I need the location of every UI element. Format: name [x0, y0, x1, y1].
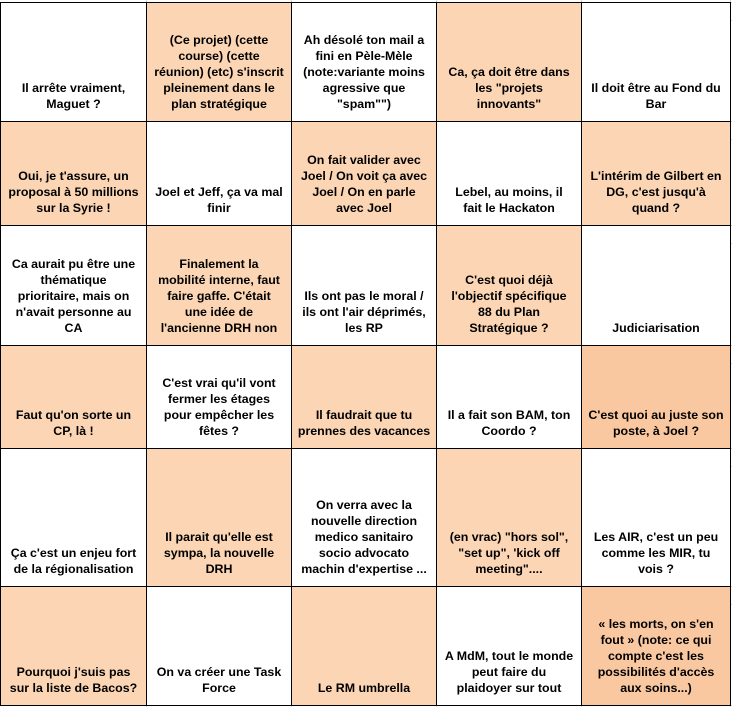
bingo-cell-text: C'est vrai qu'il vont fermer les étages pour empêcher les fêtes ?	[162, 376, 276, 438]
bingo-cell-text: On va créer une Task Force	[156, 665, 282, 695]
bingo-cell-text: On fait valider avec Joel / On voit ça avec Joel / On en parle avec Joel	[300, 153, 428, 215]
bingo-cell[interactable]	[436, 345, 582, 449]
bingo-cell-text: Ça c'est un enjeu fort de la régionalisation	[10, 546, 137, 576]
bingo-cell-text: Ca aurait pu être une thématique prioritaire, mais on n'avait personne au CA	[11, 257, 136, 335]
bingo-cell[interactable]	[146, 345, 292, 449]
bingo-cell-text: C'est quoi au juste son poste, à Joel ?	[588, 408, 724, 438]
bingo-cell-text: Ca, ça doit être dans les "projets innovants"	[448, 65, 570, 111]
bingo-cell-text: Lebel, au moins, il fait le Hackaton	[455, 185, 563, 215]
bingo-cell[interactable]	[436, 586, 582, 706]
bingo-cell-text: Oui, je t'assure, un proposal à 50 millions sur la Syrie !	[8, 169, 139, 215]
bingo-cell[interactable]	[0, 345, 147, 449]
bingo-cell-text: A MdM, tout le monde peut faire du plaidoyer sur tout	[444, 649, 574, 695]
bingo-cell[interactable]	[581, 121, 731, 226]
bingo-cell[interactable]	[0, 2, 147, 122]
bingo-cell-text: Pourquoi j'suis pas sur la liste de Bacos?	[9, 665, 138, 695]
bingo-cell-text: Faut qu'on sorte un CP, là !	[15, 408, 132, 438]
bingo-cell-text: On verra avec la nouvelle direction medico sanitairo socio advocato machin d'expertise ...	[301, 498, 427, 576]
bingo-cell[interactable]	[146, 2, 292, 122]
bingo-cell-text: L'intérim de Gilbert en DG, c'est jusqu'à quand ?	[590, 169, 722, 215]
bingo-cell[interactable]	[0, 225, 147, 346]
bingo-cell-text: C'est quoi déjà l'objectif spécifique 88 du Plan Stratégique ?	[451, 273, 567, 335]
bingo-cell[interactable]	[436, 121, 582, 226]
bingo-cell-text: Ah désolé ton mail a fini en Pèle-Mèle (note:variante moins agressive que "spam"")	[303, 33, 425, 111]
bingo-cell[interactable]	[146, 225, 292, 346]
bingo-cell-text: (Ce projet) (cette course) (cette réunion) (etc) s'inscrit pleinement dans le plan stratégique	[154, 33, 284, 111]
bingo-cell[interactable]	[146, 121, 292, 226]
bingo-cell-text: Les AIR, c'est un peu comme les MIR, tu vois ?	[593, 530, 719, 576]
bingo-cell[interactable]	[436, 448, 582, 587]
bingo-cell[interactable]	[436, 2, 582, 122]
bingo-cell[interactable]	[0, 121, 147, 226]
bingo-cell-text: Il faudrait que tu prennes des vacances	[297, 408, 431, 438]
bingo-cell-text: (en vrac) "hors sol", "set up", 'kick off meeting"....	[449, 530, 569, 576]
bingo-cell[interactable]	[291, 586, 437, 706]
bingo-cell[interactable]	[146, 586, 292, 706]
bingo-cell[interactable]	[0, 448, 147, 587]
bingo-cell[interactable]	[581, 586, 731, 706]
bingo-cell[interactable]	[291, 121, 437, 226]
bingo-cell-text: Il parait qu'elle est sympa, la nouvelle DRH	[163, 530, 275, 576]
bingo-cell[interactable]	[581, 225, 731, 346]
bingo-cell-text: « les morts, on s'en fout » (note: ce qui compte c'est les possibilités d'accès aux soins...)	[597, 617, 715, 695]
bingo-cell[interactable]	[581, 2, 731, 122]
bingo-cell-text: Il a fait son BAM, ton Coordo ?	[447, 408, 571, 438]
bingo-cell-text: Judiciarisation	[612, 321, 700, 335]
bingo-cell[interactable]	[291, 345, 437, 449]
bingo-cell[interactable]	[291, 225, 437, 346]
bingo-cell-text: Le RM umbrella	[317, 681, 411, 695]
bingo-cell-text: Il doit être au Fond du Bar	[591, 81, 721, 111]
bingo-cell-text: Joel et Jeff, ça va mal finir	[155, 185, 283, 215]
bingo-cell[interactable]	[581, 448, 731, 587]
bingo-cell-text: Il arrête vraiment, Maguet ?	[21, 81, 126, 111]
bingo-cell-text: Ils ont pas le moral / ils ont l'air déprimés, les RP	[302, 289, 426, 335]
bingo-cell-text: Finalement la mobilité interne, faut faire gaffe. C'était une idée de l'ancienne DRH non	[158, 257, 280, 335]
bingo-cell[interactable]	[581, 345, 731, 449]
bingo-cell[interactable]	[0, 586, 147, 706]
bingo-cell[interactable]	[436, 225, 582, 346]
bingo-cell[interactable]	[291, 2, 437, 122]
bingo-cell[interactable]	[291, 448, 437, 587]
bingo-cell[interactable]	[146, 448, 292, 587]
